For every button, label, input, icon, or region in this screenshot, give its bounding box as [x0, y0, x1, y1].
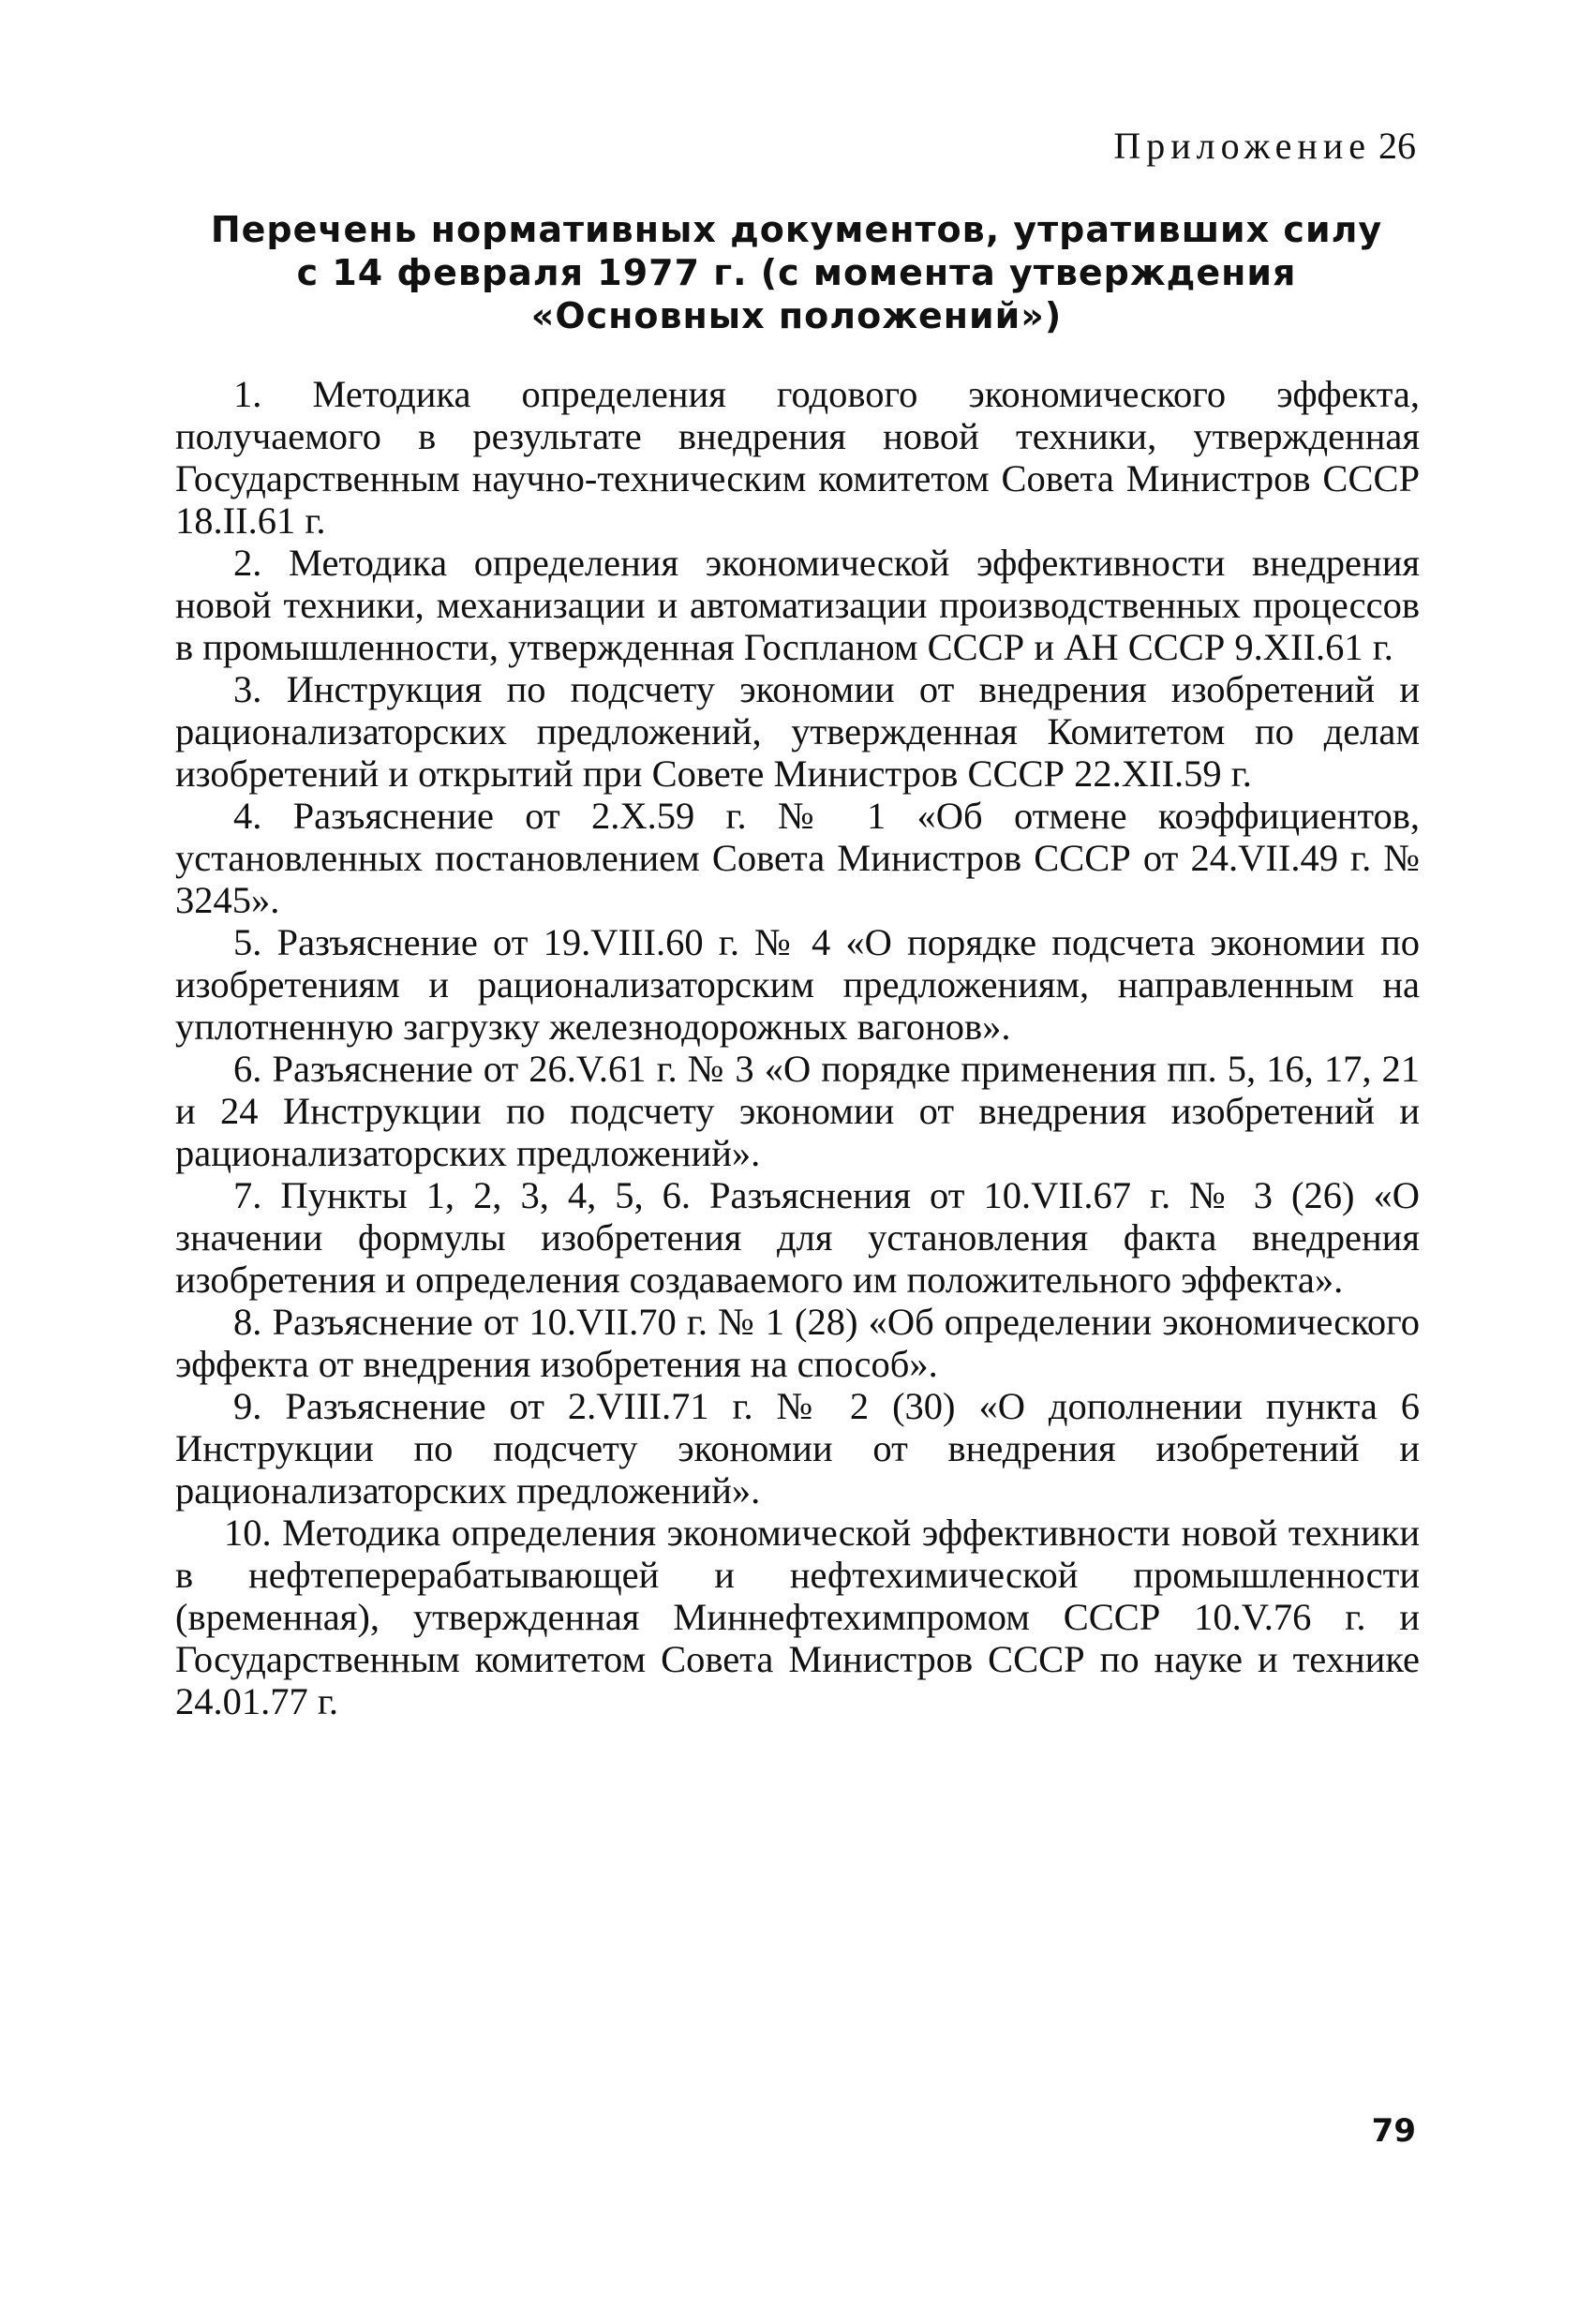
appendix-heading [1113, 124, 1416, 168]
page-number: 79 [1371, 2112, 1416, 2150]
list-item-9: 9. Разъяснение от 2.VIII.71 г. № 2 (30) «О дополнении пункта 6 Инструкции по подсчету экономии от внедрения изобретений и рационализаторских предложений». [175, 1385, 1420, 1512]
list-item-5: 5. Разъяснение от 19.VIII.60 г. № 4 «О порядке подсчета экономии по изобретениям и рационализаторским предложениям, направленным на уплотненную загрузку железнодорожных вагонов». [175, 921, 1420, 1048]
appendix-number: 26 [1378, 125, 1416, 167]
appendix-label: Приложение [1113, 125, 1371, 167]
list-item-2: 2. Методика определения экономической эффективности внедрения новой техники, механизации и автоматизации производственных процессов в промышленности, утвержденная Госпланом СССР и АН СССР 9.XII.61 г. [175, 542, 1420, 668]
title-line-3: «Основных положений») [530, 295, 1063, 336]
list-item-1: 1. Методика определения годового экономического эффекта, получаемого в результате внедрения новой техники, утвержденная Государственным научно-техническим комитетом Совета Министров СССР 18.II.61 г. [175, 373, 1420, 542]
document-title [159, 208, 1434, 337]
list-item-10: 10. Методика определения экономической эффективности новой техники в нефтеперерабатывающей и нефтехимической промышленности (временная), утвержденная Миннефтехимпромом СССР 10.V.76 г. и Государственным комитетом Совета Министров СССР по науке и технике 24.01.77 г. [175, 1512, 1420, 1722]
list-item-6: 6. Разъяснение от 26.V.61 г. № 3 «О порядке применения пп. 5, 16, 17, 21 и 24 Инструкции по подсчету экономии от внедрения изобретений и рационализаторских предложений». [175, 1048, 1420, 1174]
title-line-2: с 14 февраля 1977 г. (с момента утверждения [296, 252, 1297, 293]
list-item-8: 8. Разъяснение от 10.VII.70 г. № 1 (28) «Об определении экономического эффекта от внедрения изобретения на способ». [175, 1301, 1420, 1385]
title-line-1: Перечень нормативных документов, утративших силу [210, 209, 1383, 250]
list-item-7: 7. Пункты 1, 2, 3, 4, 5, 6. Разъяснения от 10.VII.67 г. № 3 (26) «О значении формулы изобретения для установления факта внедрения изобретения и определения создаваемого им положительного эффекта». [175, 1174, 1420, 1301]
document-list [175, 373, 1420, 1722]
list-item-4: 4. Разъяснение от 2.X.59 г. № 1 «Об отмене коэффициентов, установленных постановлением Совета Министров СССР от 24.VII.49 г. № 3245». [175, 795, 1420, 921]
list-item-3: 3. Инструкция по подсчету экономии от внедрения изобретений и рационализаторских предложений, утвержденная Комитетом по делам изобретений и открытий при Совете Министров СССР 22.XII.59 г. [175, 668, 1420, 795]
